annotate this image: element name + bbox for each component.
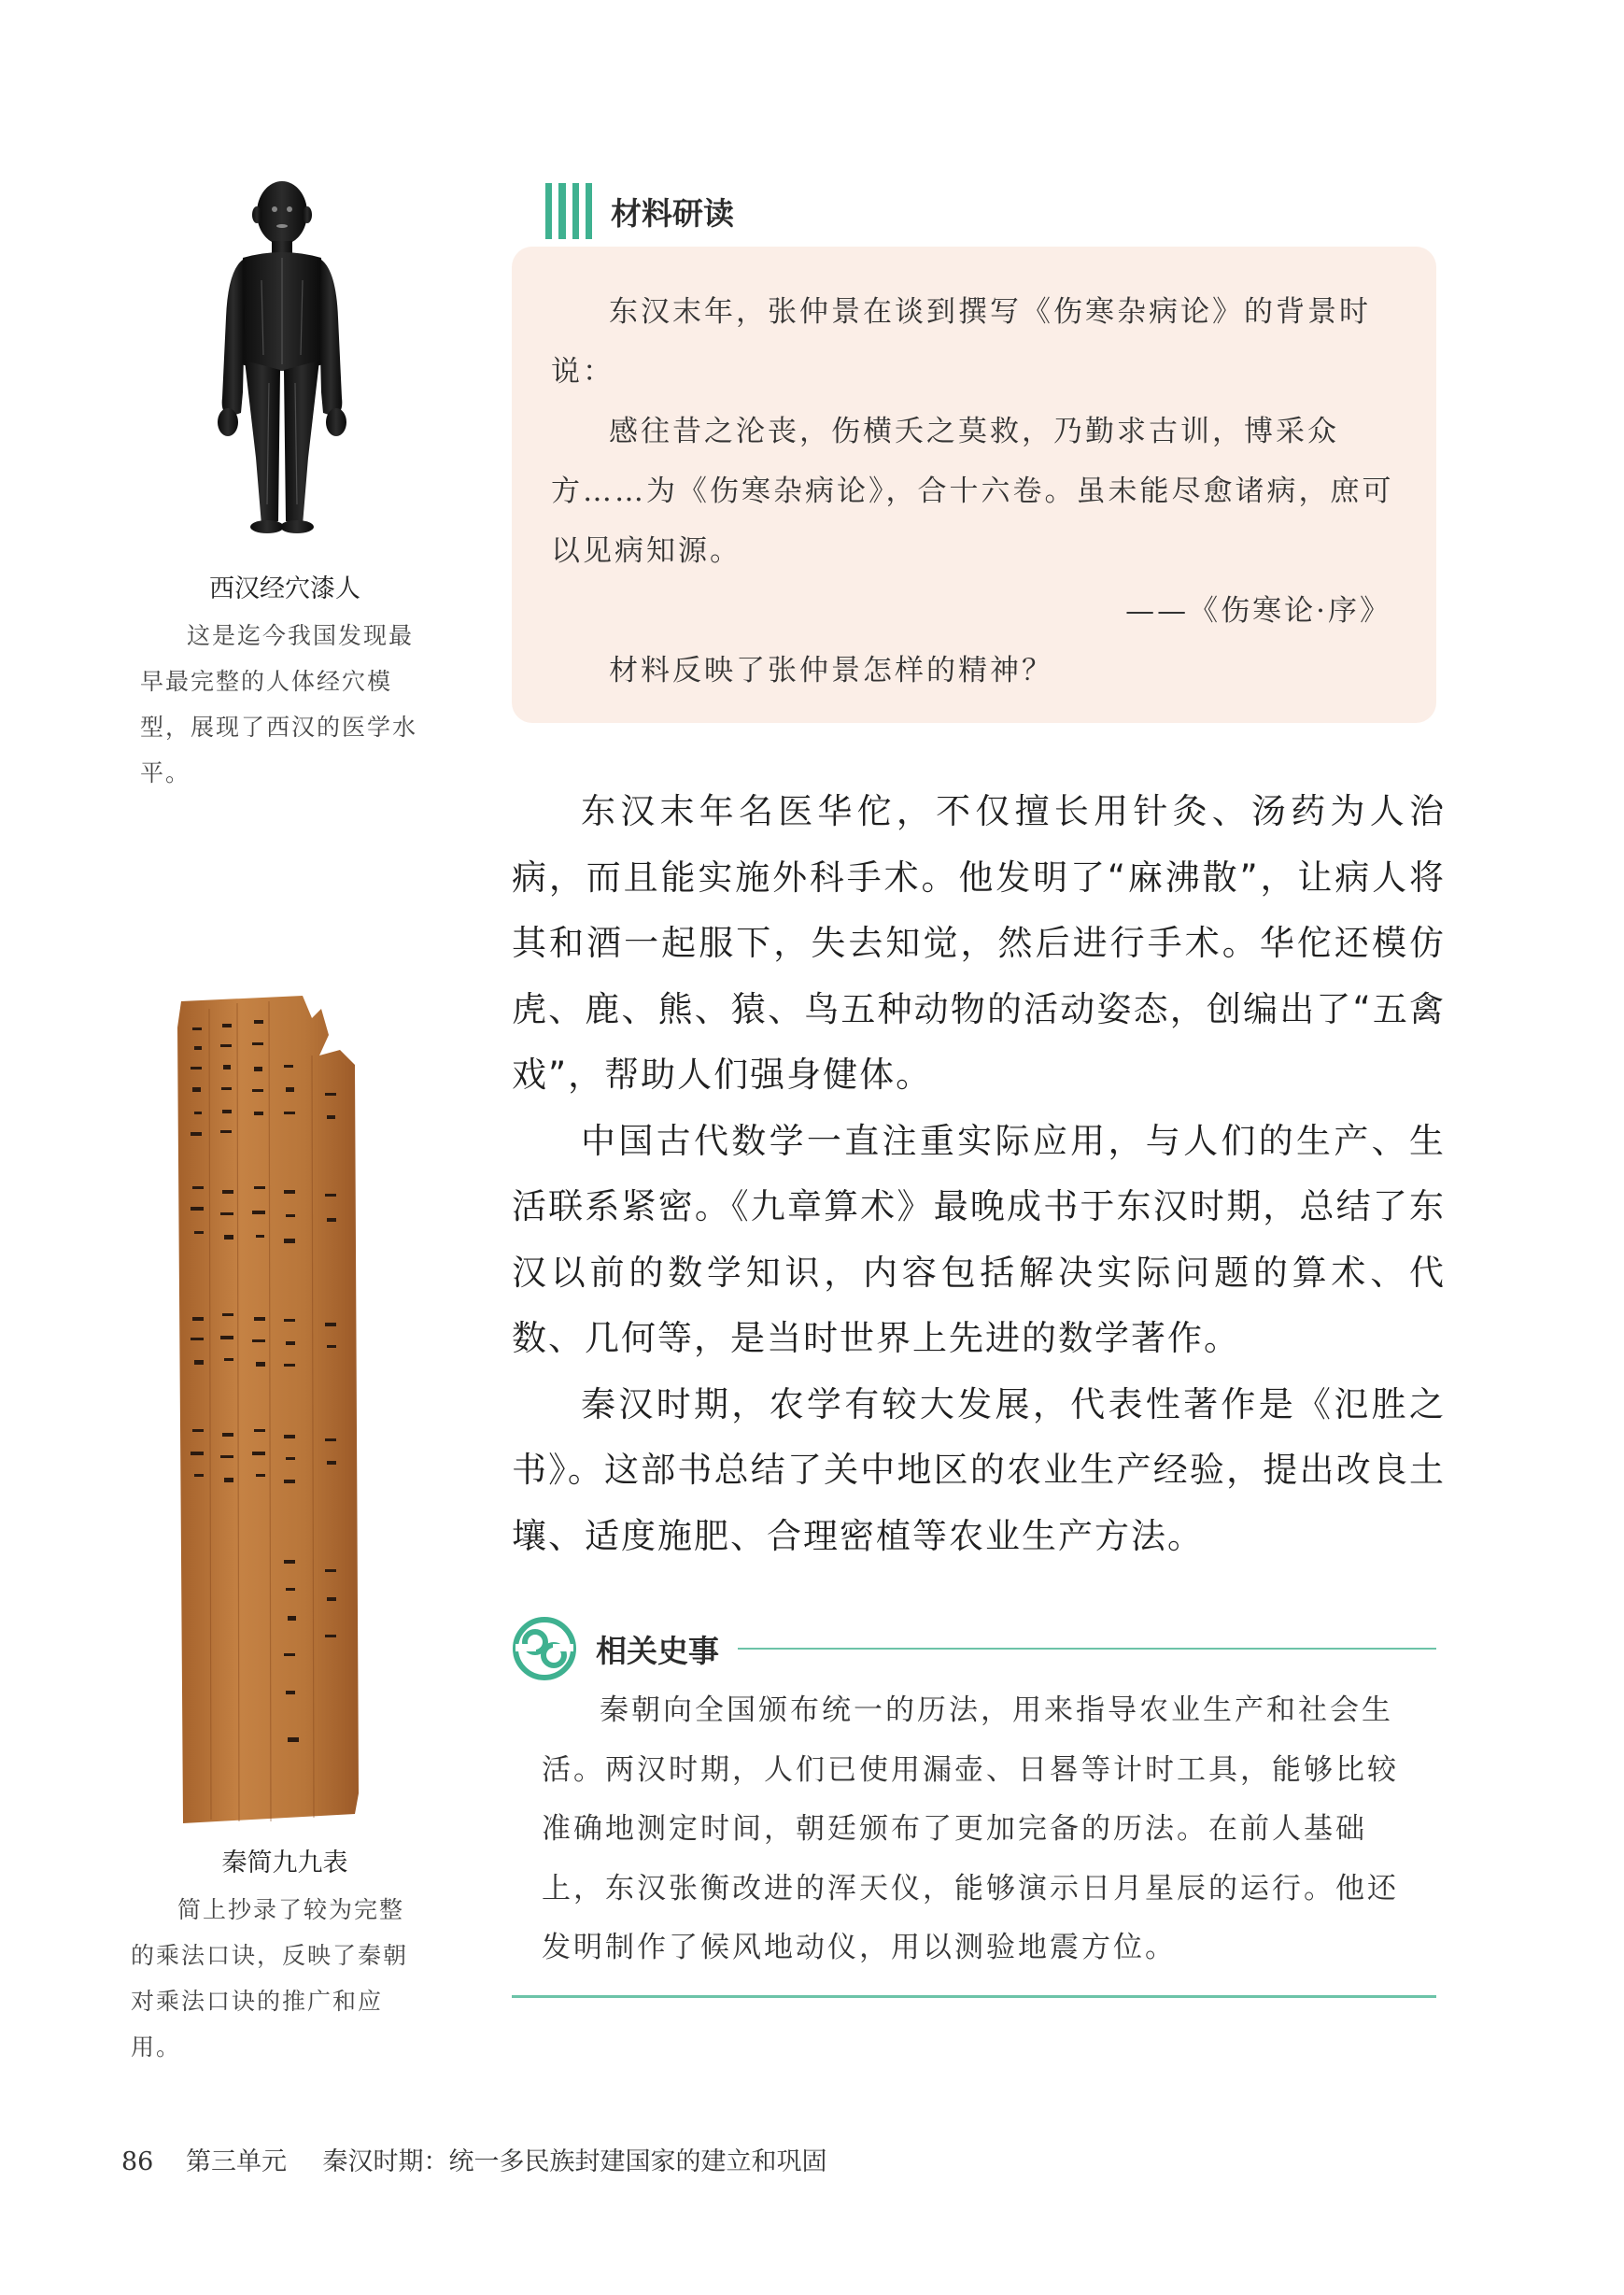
paragraph-mathematics: 中国古代数学一直注重实际应用，与人们的生产、生活联系紧密。《九章算术》最晚成书于东汉时期，总结了东汉以前的数学知识，内容包括解决实际问题的算术、代数、几何等，是当时世界上先进的数学著作。 <box>512 1120 1446 1358</box>
material-study-title: 材料研读 <box>611 194 734 232</box>
lacquer-figurine-image <box>187 177 378 551</box>
material-intro: 东汉末年，张仲景在谈到撰写《伤寒杂病论》的背景时说： <box>551 295 1371 389</box>
material-quote: 感往昔之沦丧，伤横夭之莫救，乃勤求古训，博采众方……为《伤寒杂病论》，合十六卷。虽未能尽愈诸病，庶可以见病知源。 <box>551 415 1394 568</box>
bamboo-slip-image <box>172 990 359 1831</box>
swirl-icon <box>512 1616 577 1681</box>
related-history-divider <box>738 1648 1436 1650</box>
bamboo-slip-caption-text: 简上抄录了较为完整的乘法口诀，反映了秦朝对乘法口诀的推广和应用。 <box>131 1896 409 2061</box>
footer-unit-title: 秦汉时期：统一多民族封建国家的建立和巩固 <box>322 2147 827 2176</box>
figurine-caption-text: 这是迄今我国发现最早最完整的人体经穴模型，展现了西汉的医学水平。 <box>140 622 418 786</box>
figurine-caption-title: 西汉经穴漆人 <box>209 574 360 603</box>
related-history-header <box>512 1616 1436 1681</box>
page-number: 86 <box>121 2147 154 2176</box>
material-study-box <box>512 247 1436 723</box>
related-history-text <box>542 1681 1429 1978</box>
material-study-header <box>545 183 734 239</box>
material-source: ——《伤寒论·序》 <box>1125 594 1391 628</box>
related-history-title: 相关史事 <box>596 1632 719 1669</box>
bars-icon <box>545 183 592 239</box>
paragraph-agriculture: 秦汉时期，农学有较大发展，代表性著作是《氾胜之书》。这部书总结了关中地区的农业生产经验，提出改良土壤、适度施肥、合理密植等农业生产方法。 <box>512 1383 1446 1556</box>
body-text <box>512 779 1446 1569</box>
paragraph-hua-tuo: 东汉末年名医华佗，不仅擅长用针灸、汤药为人治病，而且能实施外科手术。他发明了“麻沸散”，让病人将其和酒一起服下，失去知觉，然后进行手术。华佗还模仿虎、鹿、熊、猿、鸟五种动物的活动姿态，创编出了“五禽戏”，帮助人们强身健体。 <box>512 791 1446 1095</box>
footer-unit: 第三单元 <box>185 2147 287 2176</box>
page-footer <box>121 2141 827 2177</box>
related-history-paragraph: 秦朝向全国颁布统一的历法，用来指导农业生产和社会生活。两汉时期，人们已使用漏壶、日晷等计时工具，能够比较准确地测定时间，朝廷颁布了更加完备的历法。在前人基础上，东汉张衡改进的浑天仪，能够演示日月星辰的运行。他还发明制作了候风地动仪，用以测验地震方位。 <box>542 1693 1399 1964</box>
related-history-bottom-rule <box>512 1995 1436 1998</box>
bamboo-slip-caption-title: 秦简九九表 <box>221 1849 348 1877</box>
material-question: 材料反映了张仲景怎样的精神？ <box>609 654 1053 687</box>
